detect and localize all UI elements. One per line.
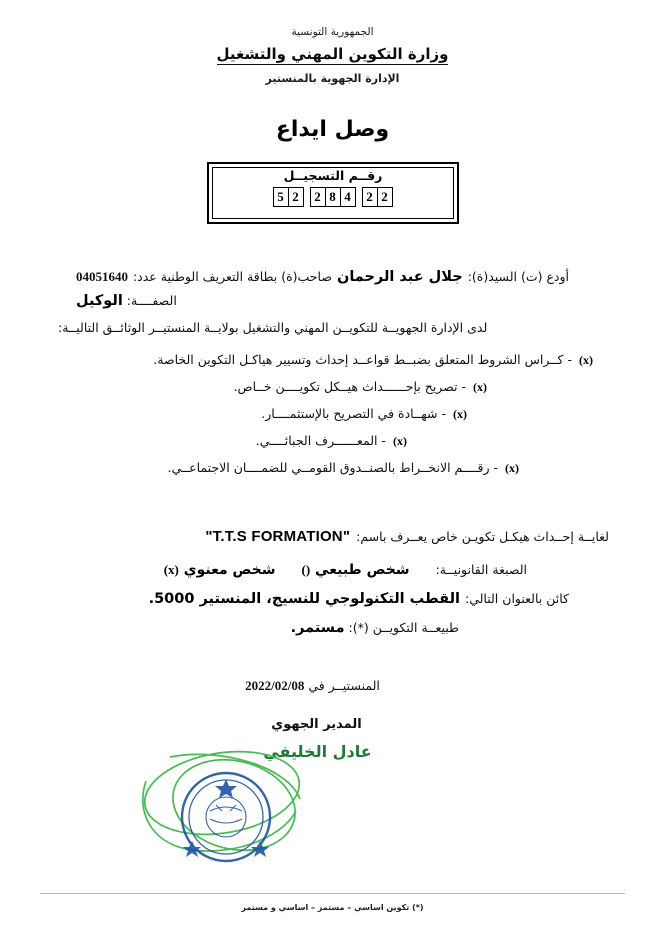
digit-group (311, 187, 356, 207)
list-item (28, 460, 637, 476)
green-ink-loops (139, 745, 306, 863)
registration-number-digits (207, 187, 459, 207)
training-nature-line (28, 620, 637, 636)
list-item (28, 352, 637, 368)
list-item (28, 406, 637, 422)
footer-note: (*) تكوين اساسي – مستمر – اساسي و مستمر (241, 903, 424, 912)
legal-option-natural: شخص طبيعي () (301, 562, 410, 578)
legal-option-moral: شخص معنوي (x) (163, 562, 276, 578)
capacity-label: الصفــــة: (126, 292, 177, 308)
list-item-label: - رقــــم الانخــراط بالصنــدوق القومــي للضمــــان الاجتماعــي. (167, 459, 498, 475)
digit-cell: 4 (340, 187, 356, 207)
stamp-and-signature-ink (130, 745, 390, 875)
footer-divider (40, 893, 625, 894)
checkbox-mark: (x) (579, 352, 593, 367)
list-item (28, 433, 637, 449)
digit-cell: 2 (288, 187, 304, 207)
signature-date-line (0, 678, 665, 694)
digit-cell: 2 (377, 187, 393, 207)
checkbox-mark: (x) (505, 460, 519, 475)
registration-number-label: رقــم التسجيــل (283, 168, 383, 183)
regional-administration-line: الإدارة الجهوية بالمنستير (265, 72, 400, 85)
depositor-line (28, 270, 637, 285)
legal-form-line (28, 562, 637, 578)
checkbox-mark: (x) (473, 379, 487, 394)
document-body (28, 270, 637, 487)
purpose-text: لغايــة إحــداث هيكـل تكويـن خاص يعــرف باسم: (356, 529, 609, 544)
list-item-label: - شهــادة في التصريح بالإستثمــــار. (261, 405, 446, 421)
intro-line: لدى الإدارة الجهويــة للتكويــن المهني والتشغيل بولايــة المنستيــر الوثائــق التاليــة: (58, 320, 488, 335)
purpose-line (28, 528, 637, 545)
page-title: وصل ايداع (275, 117, 390, 142)
checkbox-mark: (x) (393, 433, 407, 448)
digit-cell: 2 (362, 187, 378, 207)
list-item-label: - المعــــــرف الجبائــــي. (255, 432, 386, 448)
official-stamp-area (130, 745, 390, 875)
list-item (28, 379, 637, 395)
signatory-name: عادل الخليفي (263, 742, 372, 761)
training-nature-value: مستمر. (290, 620, 345, 636)
legal-form-label: الصبغة القانونيــة: (435, 562, 527, 577)
digit-group (363, 187, 393, 207)
list-item-label: - كــراس الشروط المتعلق بضبــط قواعــد إحداث وتسيير هياكـل التكوين الخاصة. (153, 351, 572, 367)
capacity-value: الوكيل (76, 292, 123, 309)
entity-details (28, 528, 637, 636)
address-label: كائن بالعنوان التالي: (464, 591, 569, 606)
capacity-line (28, 294, 637, 309)
brand-name: "T.T.S FORMATION" (205, 528, 351, 545)
signature-date: 2022/02/08 (245, 678, 305, 693)
republic-line: الجمهورية التونسية (291, 26, 374, 38)
signatory-role: المدير الجهوي (271, 717, 362, 732)
checkbox-mark: (x) (453, 406, 467, 421)
digit-cell: 8 (325, 187, 341, 207)
blue-round-stamp (182, 773, 270, 861)
digit-cell: 5 (273, 187, 289, 207)
digit-group (274, 187, 304, 207)
depositor-id-number: 04051640 (75, 269, 128, 284)
training-nature-label: طبيعــة التكويــن (*): (348, 620, 459, 635)
signature-place: المنستيــر في (308, 678, 380, 693)
depositor-name: جلال عبد الرحمان (336, 269, 463, 285)
documents-checklist (28, 352, 637, 476)
signature-block (0, 678, 665, 761)
list-item-label: - تصريح بإحــــــداث هيــكل تكويــــن خــاص. (233, 378, 466, 394)
depositor-id-label: صاحب(ة) بطاقة التعريف الوطنية عدد: (132, 269, 332, 284)
ministry-line: وزارة التكوين المهني والتشغيل (216, 45, 449, 63)
document-header (40, 26, 625, 85)
digit-cell: 2 (310, 187, 326, 207)
address-line (28, 591, 637, 607)
depositor-prefix: أودع (ت) السيد(ة): (467, 269, 569, 284)
address-value: القطب التكنولوجي للنسيج، المنستير 5000. (148, 591, 460, 607)
